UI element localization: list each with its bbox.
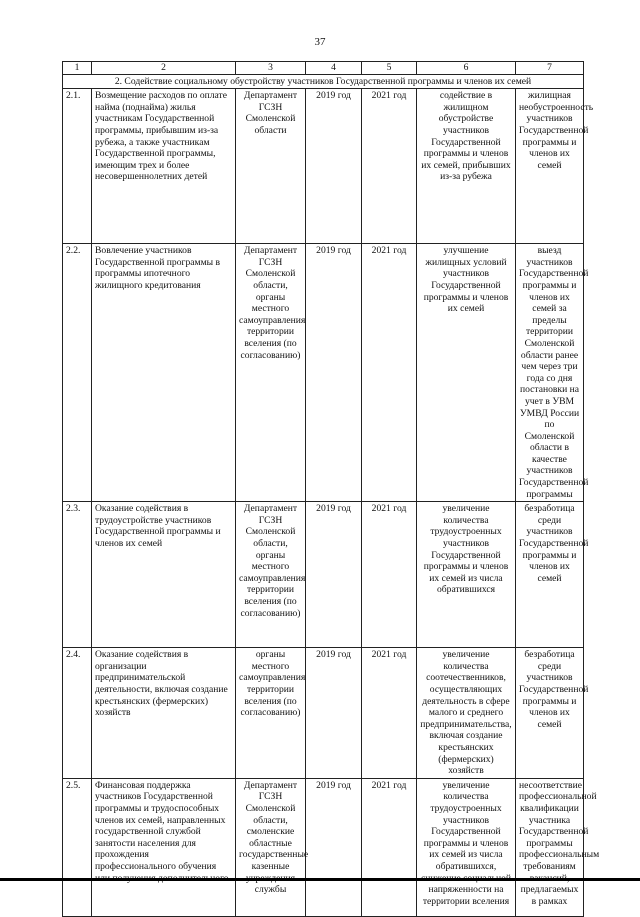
table-row xyxy=(63,778,584,916)
measure-cell: Вовлечение участников Государственной программы в программы ипотечного жилищного кредитования xyxy=(92,244,236,502)
end-year-cell: 2021 год xyxy=(362,778,417,916)
end-year-cell: 2021 год xyxy=(362,648,417,779)
table-row xyxy=(63,244,584,502)
risk-cell: безработица среди участников Государственной программы и членов их семей xyxy=(516,502,584,648)
measure-cell: Возмещение расходов по оплате найма (поднайма) жилья участникам Государственной программы, прибывшим из-за рубежа, а также участникам Государственной программы, имеющим трех и более несовершеннолетних детей xyxy=(92,89,236,244)
executor-cell: Департамент ГСЗН Смоленской области xyxy=(236,89,306,244)
end-year-cell: 2021 год xyxy=(362,502,417,648)
result-cell: содействие в жилищном обустройстве участников Государственной программы и членов их семей, прибывших из-за рубежа xyxy=(417,89,516,244)
measure-cell: Финансовая поддержка участников Государственной программы и трудоспособных членов их семей, направленных государственной службой занятости населения для прохождения профессионального обучения xyxy=(92,778,236,916)
row-number: 2.5. xyxy=(63,778,92,916)
column-number: 5 xyxy=(362,62,417,75)
executor-cell: Департамент ГСЗН Смоленской области, органы местного самоуправления территории вселения (по согласованию) xyxy=(236,244,306,502)
column-number: 7 xyxy=(516,62,584,75)
bottom-rule xyxy=(0,878,640,881)
column-number: 4 xyxy=(306,62,362,75)
row-number: 2.4. xyxy=(63,648,92,779)
column-number: 2 xyxy=(92,62,236,75)
end-year-cell: 2021 год xyxy=(362,244,417,502)
result-cell: увеличение количества трудоустроенных участников Государственной программы и членов их семей из числа обратившихся, напряженности на территории вселения xyxy=(417,778,516,916)
column-number: 6 xyxy=(417,62,516,75)
row-number: 2.1. xyxy=(63,89,92,244)
column-number: 1 xyxy=(63,62,92,75)
result-cell: увеличение количества трудоустроенных участников Государственной программы и членов их семей из числа обратившихся xyxy=(417,502,516,648)
measure-cell: Оказание содействия в трудоустройстве участников Государственной программы и членов их семей xyxy=(92,502,236,648)
start-year-cell: 2019 год xyxy=(306,89,362,244)
measure-cell: Оказание содействия в организации предпринимательской деятельности, включая создание крестьянских (фермерских) хозяйств xyxy=(92,648,236,779)
start-year-cell: 2019 год xyxy=(306,502,362,648)
result-cell: улучшение жилищных условий участников Государственной программы и членов их семей xyxy=(417,244,516,502)
start-year-cell: 2019 год xyxy=(306,244,362,502)
section-row xyxy=(63,74,584,89)
risk-cell: несоответствие профессиональной квалификации участника Государственной программы профессиональным требованиям предлагаемых в рамках xyxy=(516,778,584,916)
risk-cell: жилищная необустроенность участников Государственной программы и членов их семей xyxy=(516,89,584,244)
section-title: 2. Содействие социальному обустройству участников Государственной программы и членов их семей xyxy=(63,74,584,89)
measures-table xyxy=(62,61,600,917)
page-number: 37 xyxy=(314,36,326,48)
end-year-cell: 2021 год xyxy=(362,89,417,244)
column-number-row xyxy=(63,62,584,75)
row-number: 2.3. xyxy=(63,502,92,648)
start-year-cell: 2019 год xyxy=(306,648,362,779)
executor-cell: Департамент ГСЗН Смоленской области, смоленские областные государственные казенные службы xyxy=(236,778,306,916)
table-row xyxy=(63,502,584,648)
result-cell: увеличение количества соотечественников, осуществляющих деятельность в сфере малого и среднего предпринимательства, включая создание крестьянских (фермерских) хозяйств xyxy=(417,648,516,779)
executor-cell: Департамент ГСЗН Смоленской области, органы местного самоуправления территории вселения (по согласованию) xyxy=(236,502,306,648)
row-number: 2.2. xyxy=(63,244,92,502)
column-number: 3 xyxy=(236,62,306,75)
table-row xyxy=(63,648,584,779)
start-year-cell: 2019 год xyxy=(306,778,362,916)
risk-cell: выезд участников Государственной программы и членов их семей за пределы территории Смоленской области ранее чем через три года со дня постановки на учет в УВМ УМВД России по Смоленской области в качестве участников Государственной программы xyxy=(516,244,584,502)
executor-cell: органы местного самоуправления территории вселения (по согласованию) xyxy=(236,648,306,779)
table-row xyxy=(63,89,584,244)
risk-cell: безработица среди участников Государственной программы и членов их семей xyxy=(516,648,584,779)
